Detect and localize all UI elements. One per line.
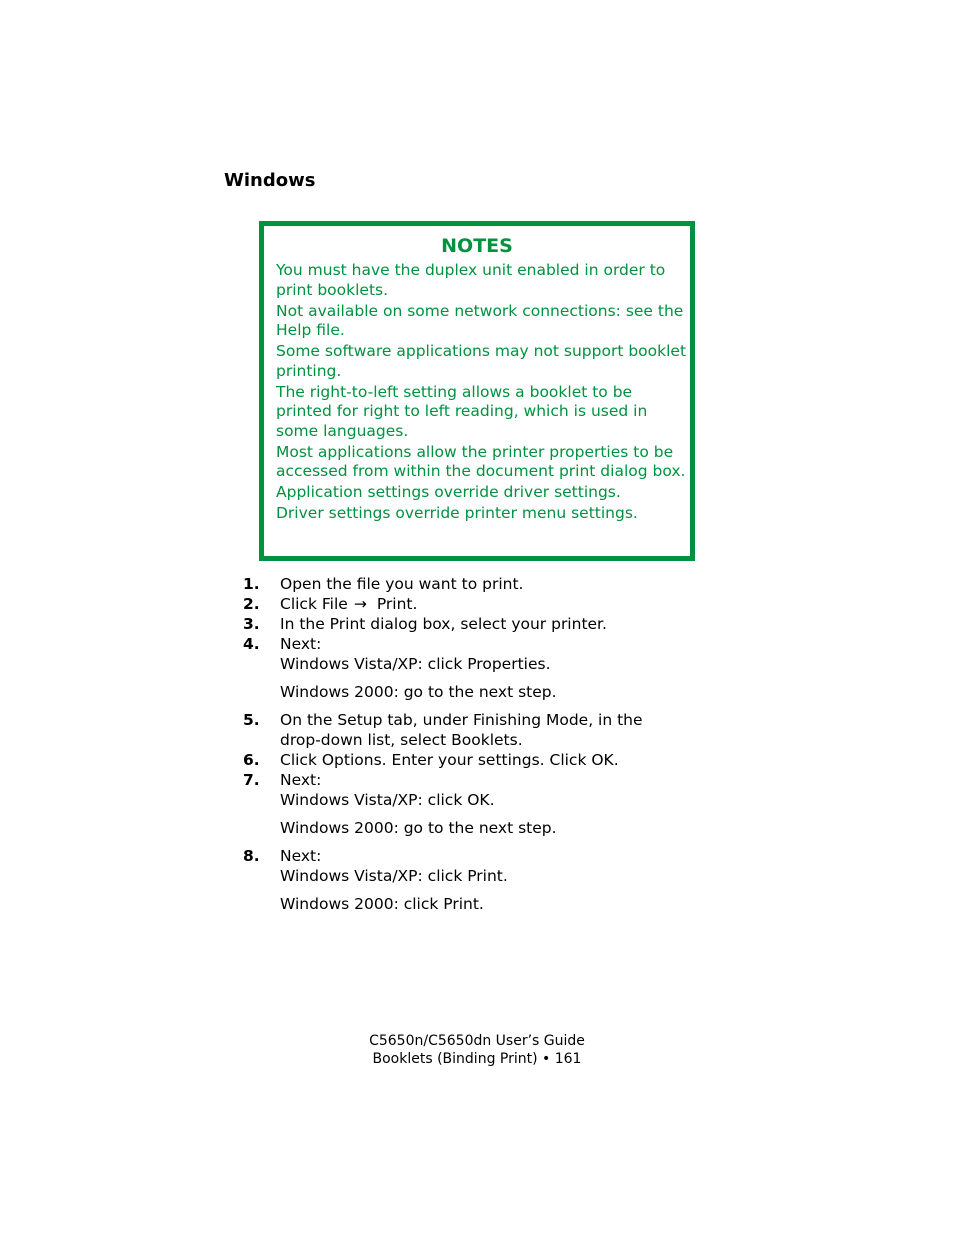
step-number: 6. <box>243 751 260 769</box>
note-item: Most applications allow the printer properties to be accessed from within the document print dialog box. <box>276 442 686 480</box>
step-number: 1. <box>243 575 260 593</box>
step-item <box>243 594 683 614</box>
step-item <box>243 634 683 702</box>
section-heading: Windows <box>224 170 316 191</box>
step-text <box>280 594 417 614</box>
step-subtext: Windows Vista/XP: click Print. <box>280 867 508 885</box>
step-item <box>243 846 683 914</box>
note-item: Not available on some network connections: see the Help file. <box>276 301 684 339</box>
step-item <box>243 770 683 838</box>
step-text: Next: <box>280 847 322 865</box>
step-number: 8. <box>243 847 260 865</box>
note-item: The right-to-left setting allows a booklet to be printed for right to left reading, which is used in some languages. <box>276 382 648 440</box>
step-subtext: Windows 2000: go to the next step. <box>280 819 557 837</box>
notes-title: NOTES <box>441 235 513 257</box>
step-text: Open the file you want to print. <box>280 575 524 593</box>
step-text: On the Setup tab, under Finishing Mode, in the drop-down list, select Booklets. <box>280 711 643 749</box>
step-number: 7. <box>243 771 260 789</box>
arrow-right-icon: → <box>353 595 367 613</box>
step-number: 3. <box>243 615 260 633</box>
footer-guide-title: C5650n/C5650dn User’s Guide <box>369 1033 585 1049</box>
step-item <box>243 750 683 770</box>
step-number: 5. <box>243 711 260 729</box>
step-item <box>243 710 683 750</box>
step-text: In the Print dialog box, select your printer. <box>280 615 607 633</box>
step-subtext: Windows 2000: click Print. <box>280 895 484 913</box>
notes-box <box>259 221 695 561</box>
step-text: Click Options. Enter your settings. Click OK. <box>280 751 619 769</box>
step-subtext: Windows 2000: go to the next step. <box>280 683 557 701</box>
step-subtext: Windows Vista/XP: click OK. <box>280 791 495 809</box>
step-text: Next: <box>280 771 322 789</box>
note-item: You must have the duplex unit enabled in order to print booklets. <box>276 261 666 299</box>
step-item <box>243 614 683 634</box>
step-number: 4. <box>243 635 260 653</box>
step-subtext: Windows Vista/XP: click Properties. <box>280 655 551 673</box>
step-item <box>243 574 683 594</box>
step-text-before: Click File <box>280 595 348 613</box>
note-item: Application settings override driver settings. <box>276 483 621 501</box>
step-text: Next: <box>280 635 322 653</box>
note-item: Driver settings override printer menu settings. <box>276 504 638 522</box>
steps-list <box>243 574 683 914</box>
step-number: 2. <box>243 595 260 613</box>
step-text-after: Print. <box>376 595 418 613</box>
footer-section-page: Booklets (Binding Print) • 161 <box>372 1051 582 1067</box>
page-footer <box>0 1032 954 1068</box>
note-item: Some software applications may not support booklet printing. <box>276 342 687 380</box>
